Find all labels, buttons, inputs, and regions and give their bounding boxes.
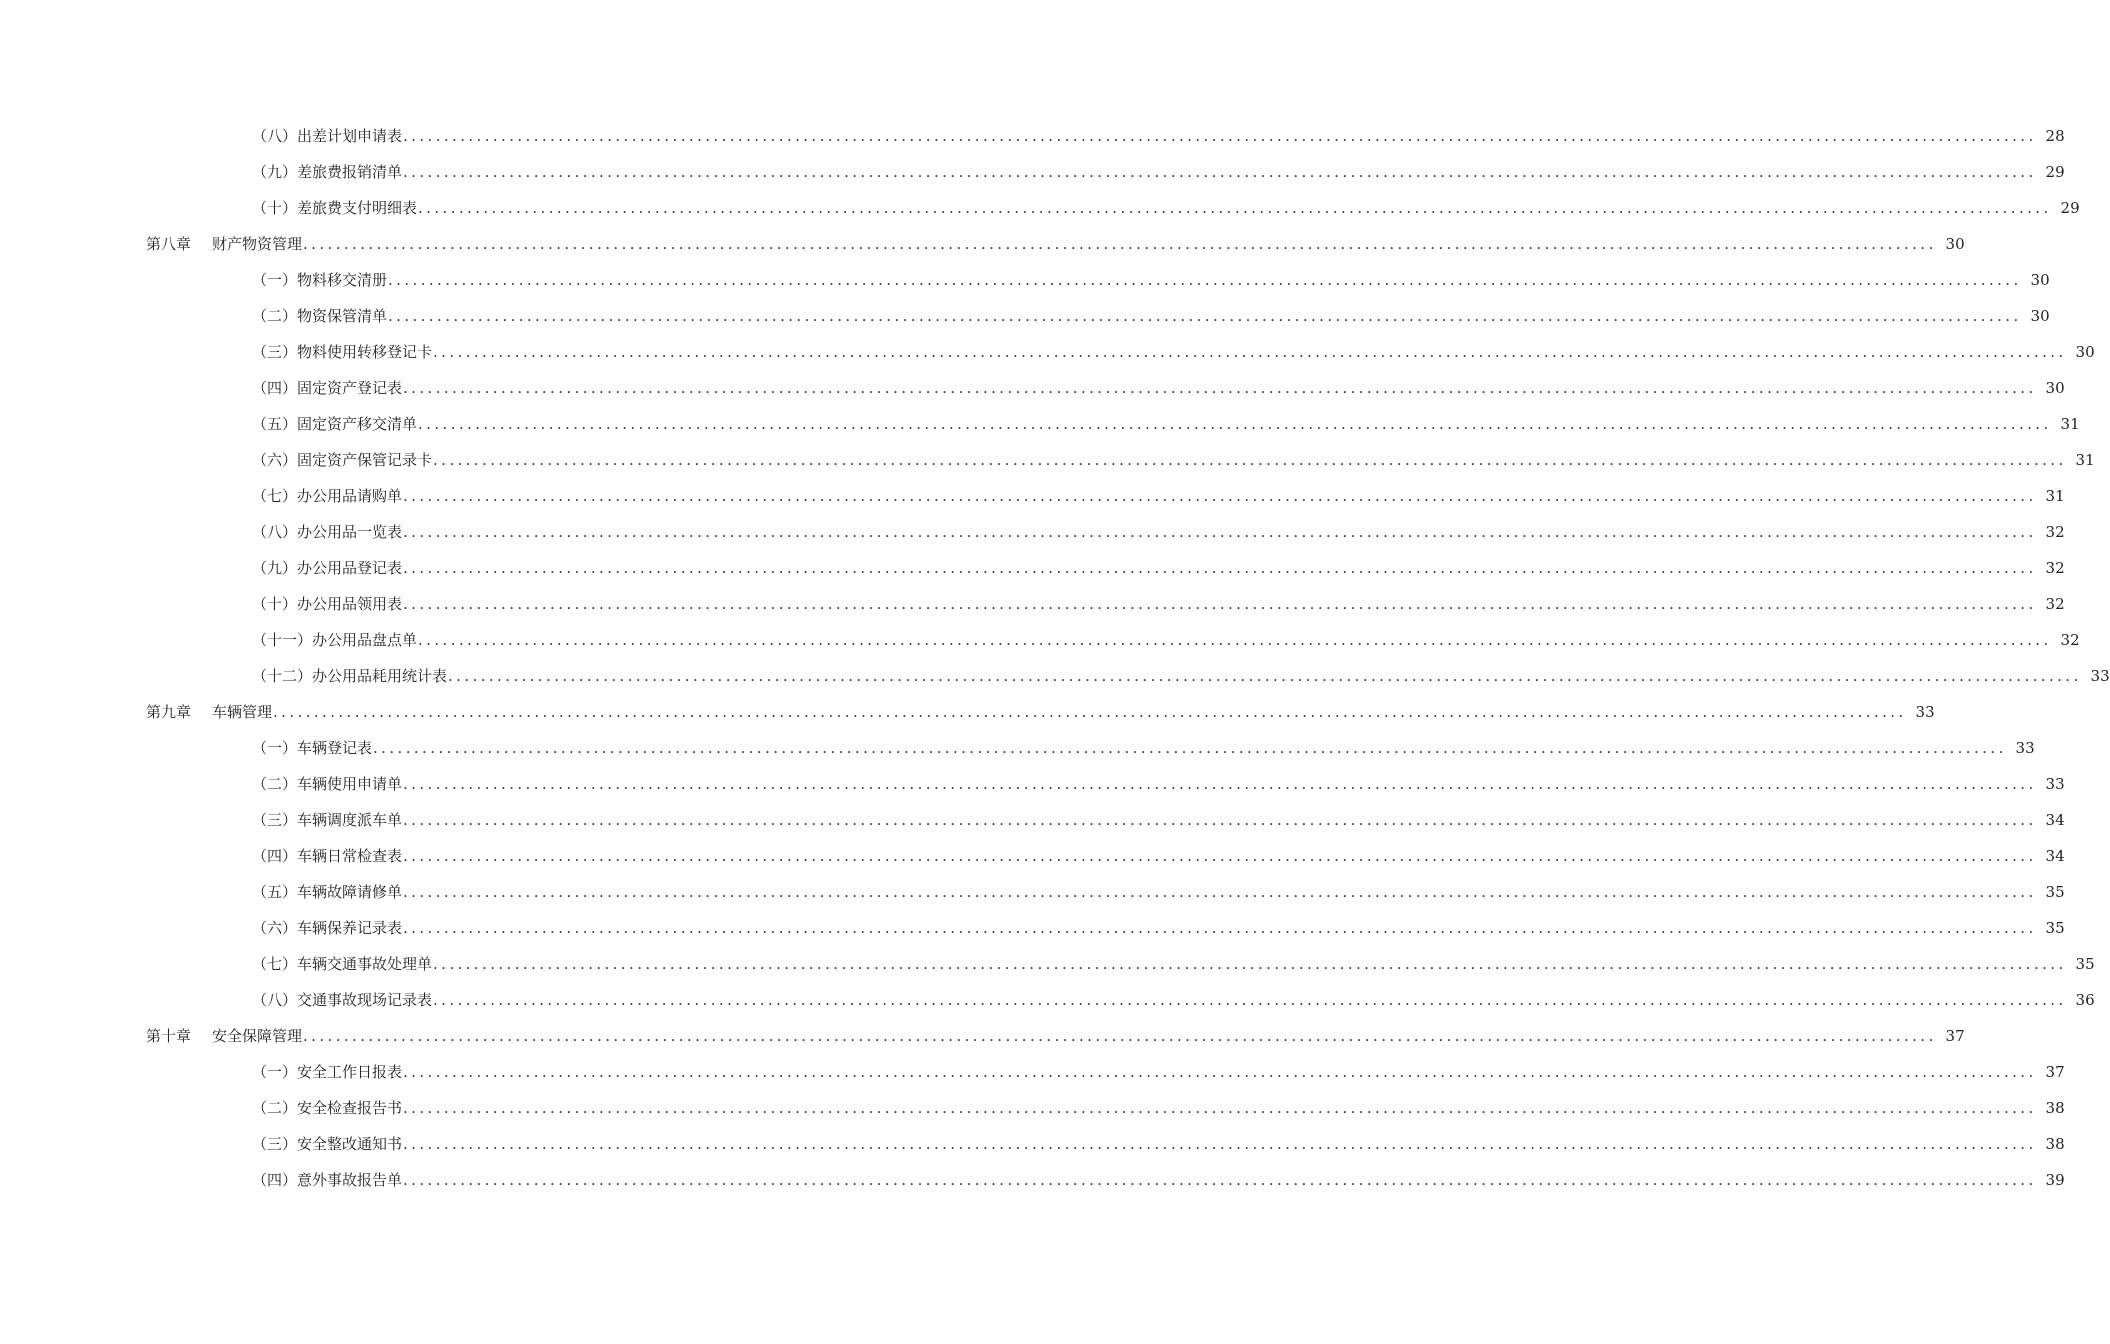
toc-entry-label: 安全保障管理: [212, 1027, 303, 1045]
toc-section-entry[interactable]: [0, 514, 2065, 550]
toc-chapter-number: 第十章: [146, 1027, 192, 1045]
toc-section-entry[interactable]: [0, 802, 2065, 838]
toc-entry-label: （一）安全工作日报表: [252, 1063, 403, 1081]
toc-dot-leader: ........................................................................................................................................................................................................: [403, 595, 2037, 613]
toc-dot-leader: ........................................................................................................................................................................................................: [303, 1027, 1937, 1045]
toc-section-entry[interactable]: [0, 838, 2065, 874]
toc-entry-title: [252, 334, 432, 370]
toc-chapter-entry[interactable]: [0, 226, 1965, 262]
toc-dot-leader: ........................................................................................................................................................................................................: [373, 739, 2007, 757]
toc-section-entry[interactable]: [0, 586, 2065, 622]
toc-entry-title: [252, 118, 402, 154]
toc-section-entry[interactable]: [0, 766, 2065, 802]
toc-entry-label: （七）车辆交通事故处理单: [252, 955, 433, 973]
toc-entry-title: [252, 406, 417, 442]
toc-dot-leader: ........................................................................................................................................................................................................: [403, 523, 2037, 541]
toc-dot-leader: ........................................................................................................................................................................................................: [403, 559, 2037, 577]
toc-dot-leader: ........................................................................................................................................................................................................: [273, 703, 1907, 721]
toc-entry-label: （六）车辆保养记录表: [252, 919, 403, 937]
toc-entry-label: （十二）办公用品耗用统计表: [252, 667, 448, 685]
toc-entry-title: [252, 946, 432, 982]
toc-entry-title: [146, 226, 302, 262]
toc-chapter-number: 第九章: [146, 703, 192, 721]
toc-dot-leader: ........................................................................................................................................................................................................: [403, 163, 2037, 181]
toc-section-entry[interactable]: [0, 1090, 2065, 1126]
toc-section-entry[interactable]: [0, 1054, 2065, 1090]
toc-section-entry[interactable]: [0, 118, 2065, 154]
toc-section-entry[interactable]: [0, 1126, 2065, 1162]
toc-section-entry[interactable]: [0, 298, 2050, 334]
toc-entry-title: [252, 154, 402, 190]
toc-dot-leader: ........................................................................................................................................................................................................: [418, 199, 2052, 217]
toc-section-entry[interactable]: [0, 478, 2065, 514]
toc-entry-label: （三）物料使用转移登记卡: [252, 343, 433, 361]
toc-entry-label: 财产物资管理: [212, 235, 303, 253]
toc-page-number: 32: [2060, 631, 2080, 649]
toc-dot-leader: ........................................................................................................................................................................................................: [433, 955, 2067, 973]
toc-page-number: 29: [2060, 199, 2080, 217]
toc-entry-title: [252, 1126, 402, 1162]
toc-entry-title: [146, 694, 272, 730]
toc-entry-title: [252, 586, 402, 622]
toc-page-number: 37: [2045, 1063, 2065, 1081]
toc-dot-leader: ........................................................................................................................................................................................................: [418, 631, 2052, 649]
toc-entry-title: [252, 658, 447, 694]
toc-entry-label: （十一）办公用品盘点单: [252, 631, 418, 649]
toc-chapter-entry[interactable]: [0, 1018, 1965, 1054]
toc-dot-leader: ........................................................................................................................................................................................................: [403, 379, 2037, 397]
toc-dot-leader: ........................................................................................................................................................................................................: [403, 811, 2037, 829]
toc-entry-title: [146, 1018, 302, 1054]
toc-section-entry[interactable]: [0, 622, 2080, 658]
toc-page-number: 31: [2075, 451, 2095, 469]
toc-dot-leader: ........................................................................................................................................................................................................: [433, 991, 2067, 1009]
toc-entry-label: （四）意外事故报告单: [252, 1171, 403, 1189]
toc-entry-title: [252, 910, 402, 946]
toc-page-number: 38: [2045, 1135, 2065, 1153]
toc-section-entry[interactable]: [0, 370, 2065, 406]
toc-page-number: 39: [2045, 1171, 2065, 1189]
toc-section-entry[interactable]: [0, 154, 2065, 190]
toc-section-entry[interactable]: [0, 406, 2080, 442]
toc-section-entry[interactable]: [0, 658, 2110, 694]
toc-page-number: 31: [2045, 487, 2065, 505]
toc-page-number: 33: [2045, 775, 2065, 793]
toc-page-number: 30: [2030, 271, 2050, 289]
toc-page-number: 35: [2045, 883, 2065, 901]
toc-entry-label: （二）安全检查报告书: [252, 1099, 403, 1117]
toc-section-entry[interactable]: [0, 946, 2095, 982]
toc-section-entry[interactable]: [0, 982, 2095, 1018]
toc-entry-title: [252, 622, 417, 658]
toc-entry-label: （二）物资保管清单: [252, 307, 388, 325]
toc-entry-label: （五）固定资产移交清单: [252, 415, 418, 433]
toc-entry-label: （九）差旅费报销清单: [252, 163, 403, 181]
toc-page-number: 30: [2075, 343, 2095, 361]
toc-page-number: 32: [2045, 523, 2065, 541]
toc-entry-label: （三）车辆调度派车单: [252, 811, 403, 829]
toc-entry-label: （四）车辆日常检查表: [252, 847, 403, 865]
toc-page-number: 33: [2090, 667, 2110, 685]
toc-entry-title: [252, 874, 402, 910]
toc-entry-title: [252, 442, 432, 478]
toc-entry-title: [252, 370, 402, 406]
toc-section-entry[interactable]: [0, 1162, 2065, 1198]
toc-page-number: 33: [1915, 703, 1935, 721]
toc-page-number: 33: [2015, 739, 2035, 757]
toc-section-entry[interactable]: [0, 550, 2065, 586]
toc-dot-leader: ........................................................................................................................................................................................................: [388, 307, 2022, 325]
toc-dot-leader: ........................................................................................................................................................................................................: [403, 1135, 2037, 1153]
toc-dot-leader: ........................................................................................................................................................................................................: [403, 1099, 2037, 1117]
toc-entry-title: [252, 190, 417, 226]
toc-page-number: 35: [2045, 919, 2065, 937]
toc-dot-leader: ........................................................................................................................................................................................................: [403, 847, 2037, 865]
toc-entry-label: 车辆管理: [212, 703, 273, 721]
toc-entry-label: （四）固定资产登记表: [252, 379, 403, 397]
toc-section-entry[interactable]: [0, 334, 2095, 370]
toc-entry-label: （八）交通事故现场记录表: [252, 991, 433, 1009]
toc-entry-label: （三）安全整改通知书: [252, 1135, 403, 1153]
toc-page-number: 36: [2075, 991, 2095, 1009]
toc-entry-title: [252, 802, 402, 838]
toc-entry-title: [252, 298, 387, 334]
toc-chapter-entry[interactable]: [0, 694, 1935, 730]
toc-entry-title: [252, 262, 387, 298]
toc-dot-leader: ........................................................................................................................................................................................................: [403, 775, 2037, 793]
toc-entry-label: （一）车辆登记表: [252, 739, 373, 757]
toc-section-entry[interactable]: [0, 442, 2095, 478]
toc-entry-label: （九）办公用品登记表: [252, 559, 403, 577]
toc-entry-label: （一）物料移交清册: [252, 271, 388, 289]
toc-dot-leader: ........................................................................................................................................................................................................: [403, 127, 2037, 145]
toc-entry-label: （十）差旅费支付明细表: [252, 199, 418, 217]
toc-section-entry[interactable]: [0, 874, 2065, 910]
toc-page-number: 37: [1945, 1027, 1965, 1045]
toc-page-number: 32: [2045, 559, 2065, 577]
toc-entry-label: （六）固定资产保管记录卡: [252, 451, 433, 469]
toc-page-number: 30: [1945, 235, 1965, 253]
toc-page-number: 30: [2045, 379, 2065, 397]
toc-section-entry[interactable]: [0, 190, 2080, 226]
toc-page-number: 28: [2045, 127, 2065, 145]
toc-entry-title: [252, 838, 402, 874]
toc-dot-leader: ........................................................................................................................................................................................................: [403, 1063, 2037, 1081]
toc-page-number: 30: [2030, 307, 2050, 325]
toc-page-number: 29: [2045, 163, 2065, 181]
toc-entry-label: （十）办公用品领用表: [252, 595, 403, 613]
toc-dot-leader: ........................................................................................................................................................................................................: [433, 451, 2067, 469]
toc-section-entry[interactable]: [0, 910, 2065, 946]
toc-dot-leader: ........................................................................................................................................................................................................: [303, 235, 1937, 253]
toc-dot-leader: ........................................................................................................................................................................................................: [403, 883, 2037, 901]
toc-dot-leader: ........................................................................................................................................................................................................: [448, 667, 2082, 685]
toc-entry-label: （五）车辆故障请修单: [252, 883, 403, 901]
toc-entry-label: （二）车辆使用申请单: [252, 775, 403, 793]
toc-dot-leader: ........................................................................................................................................................................................................: [418, 415, 2052, 433]
toc-entry-title: [252, 478, 402, 514]
toc-entry-title: [252, 1090, 402, 1126]
toc-entry-title: [252, 1162, 402, 1198]
toc-page-number: 32: [2045, 595, 2065, 613]
toc-section-entry[interactable]: [0, 730, 2035, 766]
toc-entry-title: [252, 766, 402, 802]
toc-page-number: 34: [2045, 847, 2065, 865]
toc-page-number: 38: [2045, 1099, 2065, 1117]
toc-page-number: 35: [2075, 955, 2095, 973]
toc-entry-title: [252, 982, 432, 1018]
toc-dot-leader: ........................................................................................................................................................................................................: [403, 919, 2037, 937]
toc-dot-leader: ........................................................................................................................................................................................................: [403, 487, 2037, 505]
toc-dot-leader: ........................................................................................................................................................................................................: [388, 271, 2022, 289]
toc-entry-title: [252, 550, 402, 586]
toc-entry-label: （八）办公用品一览表: [252, 523, 403, 541]
toc-entry-label: （七）办公用品请购单: [252, 487, 403, 505]
toc-page-number: 31: [2060, 415, 2080, 433]
toc-dot-leader: ........................................................................................................................................................................................................: [403, 1171, 2037, 1189]
toc-dot-leader: ........................................................................................................................................................................................................: [433, 343, 2067, 361]
toc-entry-title: [252, 1054, 402, 1090]
toc-entry-label: （八）出差计划申请表: [252, 127, 403, 145]
toc-entry-title: [252, 730, 372, 766]
toc-section-entry[interactable]: [0, 262, 2050, 298]
toc-page-number: 34: [2045, 811, 2065, 829]
toc-entry-title: [252, 514, 402, 550]
toc-chapter-number: 第八章: [146, 235, 192, 253]
table-of-contents: [0, 118, 2110, 1198]
